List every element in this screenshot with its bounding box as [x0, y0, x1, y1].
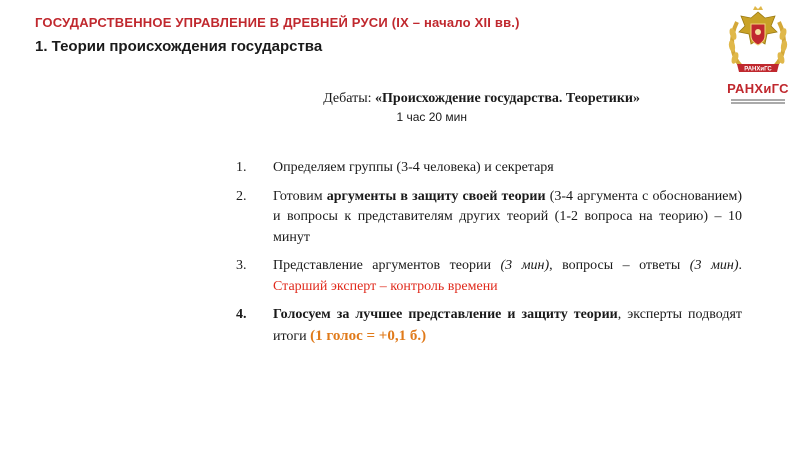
- debate-heading: [0, 91, 640, 107]
- emblem-ribbon-text: РАНХиГС: [744, 66, 772, 73]
- time-keeper-note: Старший эксперт – контроль времени: [273, 278, 498, 294]
- vote-value-highlight: (1 голос = +0,1 б.): [310, 327, 427, 344]
- text-segment: .: [738, 258, 742, 273]
- list-item: [236, 187, 742, 249]
- list-item: [236, 305, 742, 347]
- debate-duration: 1 час 20 мин: [396, 110, 467, 124]
- text-italic: (3 мин): [689, 258, 739, 273]
- list-item-text: [273, 187, 742, 249]
- page-title: 1. Теории происхождения государства: [35, 38, 323, 55]
- list-item-text: Определяем группы (3-4 человека) и секретаря: [273, 160, 554, 175]
- text-segment: Готовим: [273, 188, 327, 204]
- ranepa-emblem-icon: [727, 4, 789, 80]
- logo-tagline-lines: [731, 99, 785, 105]
- text-segment: , вопросы – ответы: [549, 258, 690, 273]
- logo-wordmark: РАНХиГС: [727, 81, 789, 96]
- ranepa-logo: [727, 4, 789, 109]
- steps-list: [236, 158, 742, 355]
- text-italic: (3 мин): [500, 258, 550, 273]
- list-item-text: [273, 305, 742, 347]
- debate-topic: «Происхождение государства. Теоретики»: [375, 91, 640, 106]
- text-emphasis: Голосуем за лучшее представление и защиту теории: [273, 307, 618, 322]
- list-item-text: [273, 256, 742, 297]
- text-segment: , эксперты подводят итоги: [273, 307, 742, 344]
- list-item-number: 3.: [236, 258, 247, 273]
- page-header-title: ГОСУДАРСТВЕННОЕ УПРАВЛЕНИЕ В ДРЕВНЕЙ РУСИ (IX – начало XII вв.): [35, 15, 520, 30]
- list-item: [236, 158, 742, 179]
- list-item-number: 2.: [236, 188, 247, 204]
- debate-prefix: Дебаты:: [323, 91, 376, 106]
- text-segment: (3-4 аргумента с обоснованием) и вопросы к представителям других теорий (1-2 вопроса на теорию) – 10 минут: [273, 188, 742, 245]
- list-item-number: 4.: [236, 307, 247, 322]
- list-item: [236, 256, 742, 297]
- text-emphasis: аргументы в защиту своей теории: [326, 188, 546, 204]
- text-segment: Представление аргументов теории: [273, 258, 501, 273]
- list-item-number: 1.: [236, 160, 247, 175]
